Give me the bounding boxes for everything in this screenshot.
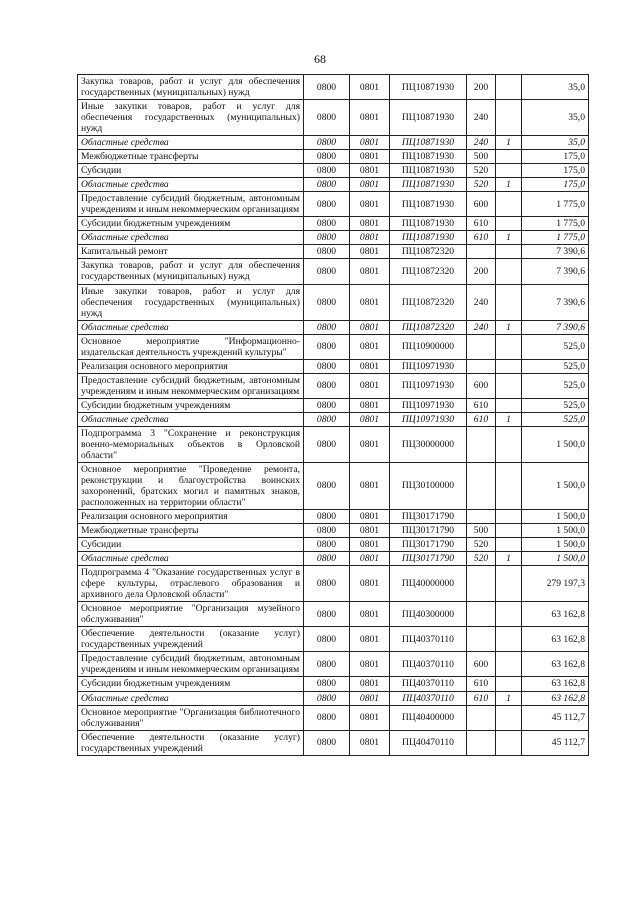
row-funding-source: 1 [496, 231, 522, 245]
row-section-code: 0801 [350, 217, 390, 231]
row-target-article: ПЦ10871930 [390, 136, 467, 150]
row-target-article: ПЦ10872320 [390, 259, 467, 284]
row-section-code: 0801 [350, 677, 390, 691]
table-row [78, 566, 589, 602]
row-target-article: ПЦ40370110 [390, 627, 467, 652]
table-row [78, 245, 589, 259]
row-department-code: 0800 [304, 524, 350, 538]
table-row [78, 192, 589, 217]
row-amount: 7 390,6 [522, 284, 589, 320]
row-expense-type: 240 [467, 320, 496, 334]
row-name: Основное мероприятие "Организация библиотечного обслуживания" [78, 705, 304, 730]
row-section-code: 0801 [350, 398, 390, 412]
row-department-code: 0800 [304, 75, 350, 100]
row-target-article: ПЦ10871930 [390, 75, 467, 100]
row-funding-source: 1 [496, 412, 522, 426]
row-department-code: 0800 [304, 552, 350, 566]
table-row [78, 150, 589, 164]
row-expense-type: 520 [467, 164, 496, 178]
row-name: Межбюджетные трансферты [78, 524, 304, 538]
row-target-article: ПЦ40370110 [390, 691, 467, 705]
row-amount: 525,0 [522, 412, 589, 426]
row-expense-type: 520 [467, 178, 496, 192]
row-target-article: ПЦ10872320 [390, 320, 467, 334]
row-target-article: ПЦ30171790 [390, 552, 467, 566]
row-department-code: 0800 [304, 217, 350, 231]
row-target-article: ПЦ10871930 [390, 178, 467, 192]
row-funding-source: 1 [496, 320, 522, 334]
row-amount: 63 162,8 [522, 691, 589, 705]
row-funding-source [496, 217, 522, 231]
row-expense-type: 610 [467, 231, 496, 245]
table-row [78, 217, 589, 231]
table-row [78, 259, 589, 284]
table-row [78, 75, 589, 100]
row-expense-type [467, 510, 496, 524]
row-funding-source: 1 [496, 136, 522, 150]
row-target-article: ПЦ10871930 [390, 217, 467, 231]
table-row [78, 373, 589, 398]
row-expense-type: 240 [467, 284, 496, 320]
row-amount: 525,0 [522, 373, 589, 398]
row-department-code: 0800 [304, 245, 350, 259]
table-row [78, 231, 589, 245]
row-funding-source [496, 259, 522, 284]
row-name: Предоставление субсидий бюджетным, автономным учреждениям и иным некоммерческим организациям [78, 652, 304, 677]
row-target-article: ПЦ10871930 [390, 231, 467, 245]
row-department-code: 0800 [304, 178, 350, 192]
table-row [78, 164, 589, 178]
row-target-article: ПЦ10871930 [390, 164, 467, 178]
row-expense-type [467, 627, 496, 652]
row-department-code: 0800 [304, 284, 350, 320]
row-name: Межбюджетные трансферты [78, 150, 304, 164]
row-expense-type: 240 [467, 100, 496, 136]
row-target-article: ПЦ40300000 [390, 602, 467, 627]
table-row [78, 100, 589, 136]
row-amount: 35,0 [522, 100, 589, 136]
row-name: Областные средства [78, 552, 304, 566]
row-name: Реализация основного мероприятия [78, 359, 304, 373]
row-expense-type [467, 359, 496, 373]
row-section-code: 0801 [350, 245, 390, 259]
row-department-code: 0800 [304, 398, 350, 412]
row-name: Основное мероприятие "Проведение ремонта, реконструкции и благоустройства воинских захоронений, братских могил и памятных знаков, расположенных на территории области" [78, 462, 304, 509]
row-amount: 279 197,3 [522, 566, 589, 602]
row-expense-type: 600 [467, 373, 496, 398]
row-section-code: 0801 [350, 524, 390, 538]
table-row [78, 136, 589, 150]
row-target-article: ПЦ10871930 [390, 150, 467, 164]
row-funding-source [496, 426, 522, 462]
row-department-code: 0800 [304, 677, 350, 691]
row-department-code: 0800 [304, 334, 350, 359]
row-amount: 35,0 [522, 136, 589, 150]
row-department-code: 0800 [304, 136, 350, 150]
row-amount: 525,0 [522, 398, 589, 412]
row-funding-source [496, 566, 522, 602]
row-target-article: ПЦ30100000 [390, 462, 467, 509]
row-department-code: 0800 [304, 627, 350, 652]
row-name: Закупка товаров, работ и услуг для обеспечения государственных (муниципальных) нужд [78, 75, 304, 100]
row-funding-source [496, 510, 522, 524]
row-name: Основное мероприятие "Организация музейного обслуживания" [78, 602, 304, 627]
row-expense-type [467, 426, 496, 462]
table-row [78, 284, 589, 320]
row-section-code: 0801 [350, 705, 390, 730]
row-name: Областные средства [78, 231, 304, 245]
row-department-code: 0800 [304, 652, 350, 677]
row-amount: 1 500,0 [522, 552, 589, 566]
row-target-article: ПЦ10872320 [390, 245, 467, 259]
row-funding-source [496, 602, 522, 627]
row-department-code: 0800 [304, 510, 350, 524]
table-row [78, 320, 589, 334]
row-department-code: 0800 [304, 373, 350, 398]
row-funding-source [496, 359, 522, 373]
table-row [78, 730, 589, 755]
row-amount: 1 775,0 [522, 192, 589, 217]
row-amount: 7 390,6 [522, 320, 589, 334]
row-section-code: 0801 [350, 566, 390, 602]
row-name: Предоставление субсидий бюджетным, автономным учреждениям и иным некоммерческим организациям [78, 192, 304, 217]
row-section-code: 0801 [350, 284, 390, 320]
row-name: Подпрограмма 3 "Сохранение и реконструкция военно-мемориальных объектов в Орловской области" [78, 426, 304, 462]
row-section-code: 0801 [350, 259, 390, 284]
row-expense-type: 500 [467, 524, 496, 538]
row-amount: 525,0 [522, 359, 589, 373]
row-expense-type [467, 334, 496, 359]
row-name: Закупка товаров, работ и услуг для обеспечения государственных (муниципальных) нужд [78, 259, 304, 284]
row-target-article: ПЦ10971930 [390, 373, 467, 398]
row-name: Реализация основного мероприятия [78, 510, 304, 524]
row-funding-source [496, 164, 522, 178]
table-row [78, 705, 589, 730]
table-row [78, 426, 589, 462]
table-row [78, 359, 589, 373]
row-amount: 525,0 [522, 334, 589, 359]
row-expense-type: 610 [467, 217, 496, 231]
row-section-code: 0801 [350, 412, 390, 426]
row-section-code: 0801 [350, 602, 390, 627]
table-row [78, 552, 589, 566]
table-row [78, 652, 589, 677]
row-amount: 45 112,7 [522, 705, 589, 730]
row-name: Иные закупки товаров, работ и услуг для обеспечения государственных (муниципальных) нужд [78, 100, 304, 136]
row-amount: 1 500,0 [522, 510, 589, 524]
row-target-article: ПЦ40470110 [390, 730, 467, 755]
row-funding-source [496, 524, 522, 538]
row-expense-type: 520 [467, 538, 496, 552]
row-amount: 1 500,0 [522, 524, 589, 538]
row-name: Основное мероприятие "Информационно-издательская деятельность учреждений культуры" [78, 334, 304, 359]
row-amount: 63 162,8 [522, 677, 589, 691]
row-funding-source [496, 100, 522, 136]
row-target-article: ПЦ30000000 [390, 426, 467, 462]
table-row [78, 538, 589, 552]
row-department-code: 0800 [304, 730, 350, 755]
table-row [78, 178, 589, 192]
row-section-code: 0801 [350, 164, 390, 178]
row-target-article: ПЦ40000000 [390, 566, 467, 602]
row-name: Областные средства [78, 691, 304, 705]
row-department-code: 0800 [304, 426, 350, 462]
row-section-code: 0801 [350, 426, 390, 462]
row-funding-source [496, 245, 522, 259]
row-amount: 1 775,0 [522, 217, 589, 231]
row-department-code: 0800 [304, 359, 350, 373]
row-section-code: 0801 [350, 730, 390, 755]
row-expense-type [467, 730, 496, 755]
row-section-code: 0801 [350, 231, 390, 245]
row-amount: 45 112,7 [522, 730, 589, 755]
row-department-code: 0800 [304, 100, 350, 136]
row-expense-type: 240 [467, 136, 496, 150]
row-amount: 175,0 [522, 164, 589, 178]
row-expense-type: 610 [467, 677, 496, 691]
row-expense-type: 600 [467, 652, 496, 677]
table-row [78, 524, 589, 538]
row-department-code: 0800 [304, 192, 350, 217]
row-section-code: 0801 [350, 75, 390, 100]
row-department-code: 0800 [304, 566, 350, 602]
table-row [78, 627, 589, 652]
table-row [78, 691, 589, 705]
row-section-code: 0801 [350, 552, 390, 566]
row-target-article: ПЦ10971930 [390, 412, 467, 426]
row-target-article: ПЦ30171790 [390, 538, 467, 552]
row-department-code: 0800 [304, 691, 350, 705]
row-funding-source [496, 398, 522, 412]
row-section-code: 0801 [350, 100, 390, 136]
row-name: Областные средства [78, 136, 304, 150]
row-expense-type: 500 [467, 150, 496, 164]
row-funding-source [496, 730, 522, 755]
row-amount: 175,0 [522, 178, 589, 192]
row-target-article: ПЦ10871930 [390, 100, 467, 136]
row-target-article: ПЦ10971930 [390, 398, 467, 412]
row-name: Областные средства [78, 178, 304, 192]
table-row [78, 602, 589, 627]
row-expense-type [467, 602, 496, 627]
row-expense-type: 610 [467, 412, 496, 426]
row-amount: 35,0 [522, 75, 589, 100]
row-funding-source [496, 538, 522, 552]
row-name: Областные средства [78, 412, 304, 426]
row-section-code: 0801 [350, 150, 390, 164]
row-funding-source [496, 192, 522, 217]
row-target-article: ПЦ10871930 [390, 192, 467, 217]
row-expense-type: 520 [467, 552, 496, 566]
row-target-article: ПЦ10872320 [390, 284, 467, 320]
row-expense-type: 200 [467, 259, 496, 284]
row-department-code: 0800 [304, 538, 350, 552]
row-department-code: 0800 [304, 602, 350, 627]
row-section-code: 0801 [350, 359, 390, 373]
row-section-code: 0801 [350, 627, 390, 652]
row-department-code: 0800 [304, 412, 350, 426]
row-funding-source: 1 [496, 552, 522, 566]
row-target-article: ПЦ30171790 [390, 510, 467, 524]
row-name: Субсидии бюджетным учреждениям [78, 677, 304, 691]
row-name: Субсидии [78, 538, 304, 552]
row-target-article: ПЦ40370110 [390, 677, 467, 691]
row-funding-source: 1 [496, 691, 522, 705]
row-funding-source [496, 462, 522, 509]
row-section-code: 0801 [350, 652, 390, 677]
row-target-article: ПЦ40400000 [390, 705, 467, 730]
row-funding-source [496, 150, 522, 164]
row-section-code: 0801 [350, 538, 390, 552]
row-name: Субсидии бюджетным учреждениям [78, 398, 304, 412]
row-department-code: 0800 [304, 150, 350, 164]
row-amount: 7 390,6 [522, 259, 589, 284]
table-row [78, 462, 589, 509]
row-target-article: ПЦ10900000 [390, 334, 467, 359]
row-amount: 1 500,0 [522, 462, 589, 509]
row-funding-source [496, 284, 522, 320]
row-name: Обеспечение деятельности (оказание услуг) государственных учреждений [78, 627, 304, 652]
row-section-code: 0801 [350, 192, 390, 217]
row-amount: 63 162,8 [522, 627, 589, 652]
row-funding-source [496, 705, 522, 730]
table-row [78, 412, 589, 426]
row-name: Капитальный ремонт [78, 245, 304, 259]
row-expense-type: 610 [467, 691, 496, 705]
table-row [78, 334, 589, 359]
row-section-code: 0801 [350, 462, 390, 509]
row-section-code: 0801 [350, 373, 390, 398]
row-expense-type: 600 [467, 192, 496, 217]
row-amount: 175,0 [522, 150, 589, 164]
row-department-code: 0800 [304, 259, 350, 284]
row-department-code: 0800 [304, 231, 350, 245]
row-expense-type [467, 566, 496, 602]
row-section-code: 0801 [350, 334, 390, 359]
row-section-code: 0801 [350, 136, 390, 150]
row-department-code: 0800 [304, 462, 350, 509]
table-row [78, 398, 589, 412]
row-name: Областные средства [78, 320, 304, 334]
table-row [78, 677, 589, 691]
row-section-code: 0801 [350, 320, 390, 334]
row-department-code: 0800 [304, 705, 350, 730]
table-body [78, 75, 589, 756]
page-number: 68 [314, 52, 326, 66]
row-target-article: ПЦ30171790 [390, 524, 467, 538]
budget-table [77, 74, 589, 756]
row-target-article: ПЦ40370110 [390, 652, 467, 677]
row-expense-type: 200 [467, 75, 496, 100]
row-department-code: 0800 [304, 164, 350, 178]
row-name: Субсидии бюджетным учреждениям [78, 217, 304, 231]
row-name: Субсидии [78, 164, 304, 178]
row-funding-source [496, 652, 522, 677]
row-amount: 7 390,6 [522, 245, 589, 259]
row-amount: 1 775,0 [522, 231, 589, 245]
row-funding-source [496, 373, 522, 398]
row-section-code: 0801 [350, 510, 390, 524]
row-section-code: 0801 [350, 178, 390, 192]
row-funding-source [496, 75, 522, 100]
row-expense-type: 610 [467, 398, 496, 412]
row-target-article: ПЦ10971930 [390, 359, 467, 373]
row-amount: 63 162,8 [522, 652, 589, 677]
row-amount: 63 162,8 [522, 602, 589, 627]
row-funding-source: 1 [496, 178, 522, 192]
row-funding-source [496, 334, 522, 359]
row-expense-type [467, 705, 496, 730]
row-name: Обеспечение деятельности (оказание услуг) государственных учреждений [78, 730, 304, 755]
row-amount: 1 500,0 [522, 538, 589, 552]
row-funding-source [496, 677, 522, 691]
row-funding-source [496, 627, 522, 652]
row-amount: 1 500,0 [522, 426, 589, 462]
row-section-code: 0801 [350, 691, 390, 705]
row-department-code: 0800 [304, 320, 350, 334]
row-expense-type [467, 462, 496, 509]
row-name: Иные закупки товаров, работ и услуг для обеспечения государственных (муниципальных) нужд [78, 284, 304, 320]
table-row [78, 510, 589, 524]
row-name: Подпрограмма 4 "Оказание государственных услуг в сфере культуры, отраслевого образования и архивного дела Орловской области" [78, 566, 304, 602]
row-name: Предоставление субсидий бюджетным, автономным учреждениям и иным некоммерческим организациям [78, 373, 304, 398]
row-expense-type [467, 245, 496, 259]
